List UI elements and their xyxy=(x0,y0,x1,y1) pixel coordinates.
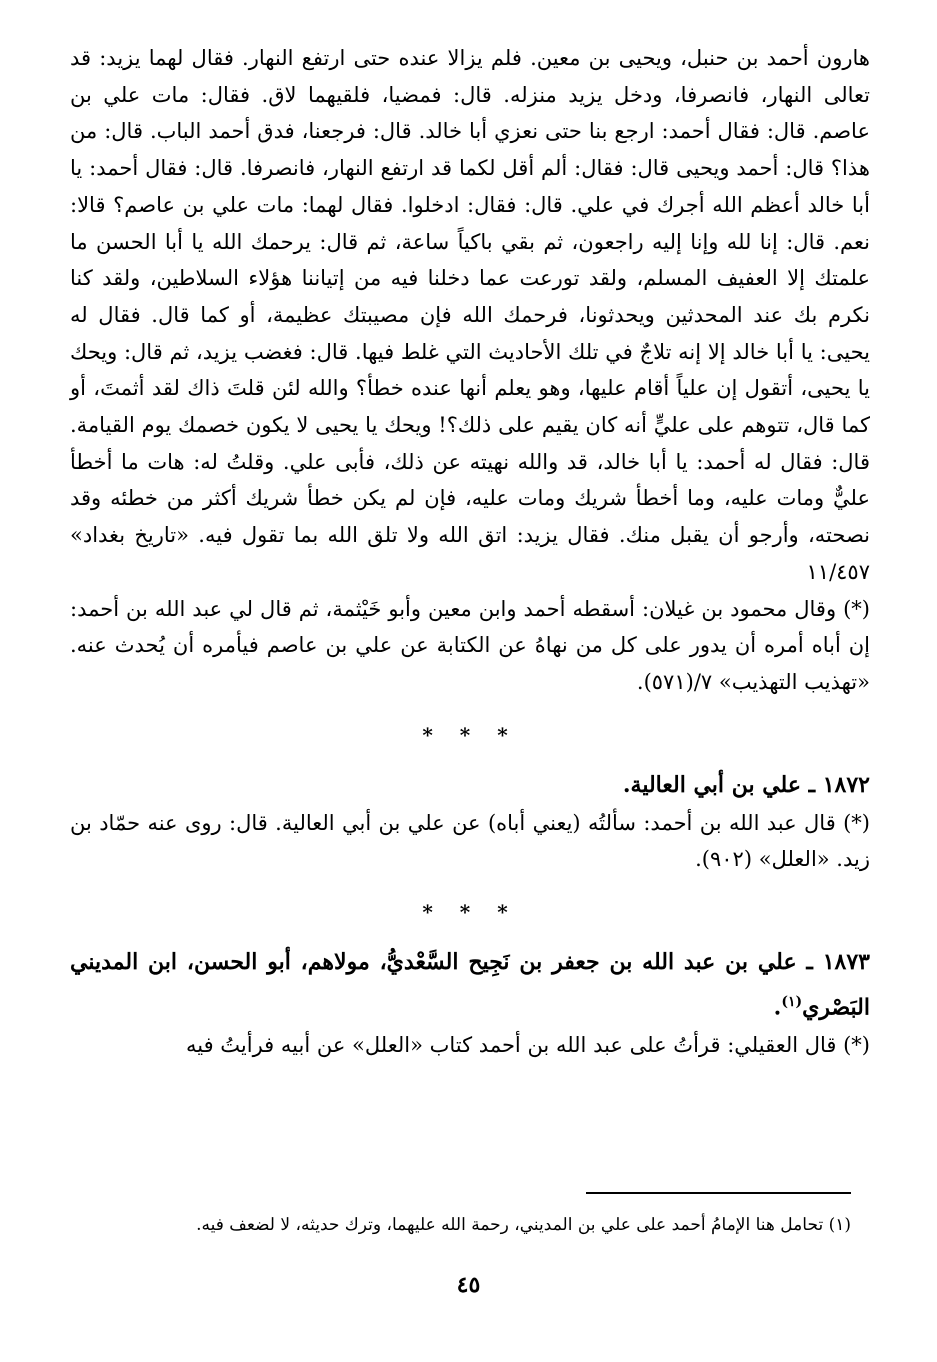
entry-1873-title-text: ١٨٧٣ ـ علي بن عبد الله بن جعفر بن نَجِيح السَّعْديُّ، مولاهم، أبو الحسن، ابن المديني البَصْري xyxy=(70,949,870,1021)
entry-1873-text: (*) قال العقيلي: قرأتُ على عبد الله بن أحمد كتاب «العلل» عن أبيه فرأيتُ فيه xyxy=(185,1033,870,1058)
entry-1872-text: (*) قال عبد الله بن أحمد: سألتُه (يعني أباه) عن علي بن أبي العالية. قال: روى عنه حمّاد بن زيد. «العلل» (٩٠٢). xyxy=(70,810,870,872)
paragraph-continuation: هارون أحمد بن حنبل، ويحيى بن معين. فلم يزالا عنده حتى ارتفع النهار. فقال لهما يزيد: قد تعالى النهار، فانصرفا، ودخل يزيد منزله. قال: فمضيا، فلقيهما لاق. فقال: مات علي بن عاصم. قال: فقال أحمد: ارجع بنا حتى نعزي أبا خالد. قال: فرجعنا، فدق أحمد الباب. قال: من هذا؟ قال: أحمد ويحيى قال: فقال: ألم أقل لكما قد ارتفع النهار، فانصرفا. قال: فقال أحمد: يا أبا خالد أعظم الله أجرك في علي. قال: فقال: ادخلوا. فقال لهما: مات علي بن عاصم؟ قالا: نعم. قال: إنا لله وإنا إليه راجعون، ثم بقي باكياً ساعة، ثم قال: يرحمك الله يا أبا الحسن ما علمتك إلا العفيف المسلم، ولقد تورعت عما دخلنا فيه من إتياننا هؤلاء السلاطين، ولقد كنا نكرم بك عند المحدثين ويحدثونا، فرحمك الله فإن مصيبتك عظيمة، أو كما قال. فقال له يحيى: يا أبا خالد إلا إنه تلاجٌ في تلك الأحاديث التي غلط فيها. قال: فغضب يزيد، ثم قال: ويحك يا يحيى، أتقول إن علياً أقام عليها، وهو يعلم أنها عنده خطأ؟ والله لئن قلتَ ذاك لقد أثمتَ، أو كما قال، تتوهم على عليٍّ أنه كان يقيم على ذلك؟! ويحك يا يحيى لا يكون خصمك يوم القيامة. قال: فقال له أحمد: يا أبا خالد، قد والله نهيته عن ذلك، فأبى علي. وقلتُ له: هات ما أخطأ عليٌّ ومات عليه، وما أخطأ شريك ومات عليه، فإن لم يكن خطأ شريك أكثر من خطئه وقد نصحته، وأرجو أن يقبل منك. فقال يزيد: اتق الله ولا تلق الله بما تقول فيه. «تاريخ بغداد» ١١/٤٥٧ xyxy=(70,46,870,584)
section-separator: * * * xyxy=(422,722,518,747)
entry-1873-title-end: . xyxy=(773,994,782,1021)
footnote-marker: (١) xyxy=(781,994,803,1011)
section-separator: * * * xyxy=(422,900,518,925)
paragraph-mahmoud-ibn-ghaylan: (*) وقال محمود بن غيلان: أسقطه أحمد وابن معين وأبو خَيْثمة، ثم قال لي عبد الله بن أحمد: إن أباه أمره أن يدور على كل من نهاهُ عن الكتابة عن علي بن عاصم فيأمره أن يُحدث عنه. «تهذيب التهذيب» ٧/(٥٧١). xyxy=(70,596,870,694)
entry-1872-title: ١٨٧٢ ـ علي بن أبي العالية. xyxy=(622,771,870,798)
page-number: ٤٥ xyxy=(456,1272,481,1298)
footnote-divider xyxy=(586,1192,851,1194)
entry-1873-title xyxy=(70,942,870,1027)
page-body xyxy=(70,40,870,1064)
footnote: (١) تحامل هنا الإمامُ أحمد على علي بن المديني، رحمة الله عليهما، وترك حديثه، لا لضعف فيه. xyxy=(196,1215,851,1235)
